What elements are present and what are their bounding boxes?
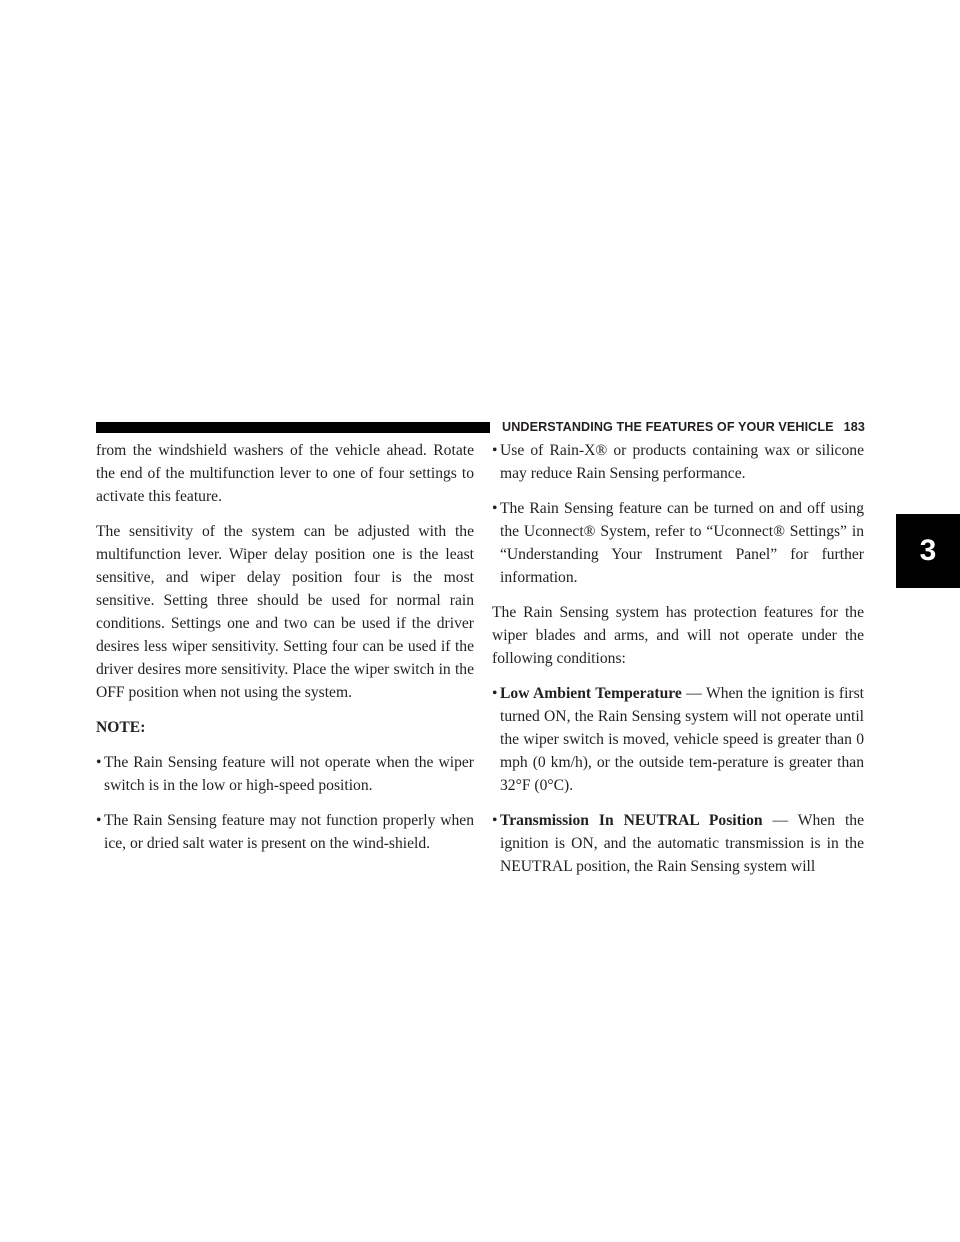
right-column (492, 439, 864, 890)
bullet-item (492, 809, 864, 878)
chapter-number: 3 (919, 534, 937, 567)
bullet-dot: • (492, 812, 498, 829)
bullet-item (492, 439, 864, 485)
bullet-dot: • (96, 754, 102, 771)
bullet-text: The Rain Sensing feature will not operate when the wiper switch is in the low or high-speed position. (104, 754, 474, 794)
condition-text: — When the ignition is first turned ON, the Rain Sensing system will not operate until the wiper switch is moved, vehicle speed is greater than 0 mph (0 km/h), or the outside tem-perature is greater than 32°F (0°C). (500, 685, 864, 794)
paragraph: from the windshield washers of the vehicle ahead. Rotate the end of the multifunction lever to one of four settings to activate this feature. (96, 442, 474, 505)
bullet-dot: • (492, 685, 498, 702)
condition-text: — When the ignition is ON, and the automatic transmission is in the NEUTRAL position, the Rain Sensing system will (500, 812, 864, 875)
condition-heading: Transmission In NEUTRAL Position (500, 812, 763, 829)
paragraph: The Rain Sensing system has protection features for the wiper blades and arms, and will not operate under the following conditions: (492, 604, 864, 667)
bullet-text: The Rain Sensing feature can be turned on and off using the Uconnect® System, refer to “Uconnect® Settings” in “Understanding Your Instrument Panel” for further information. (500, 500, 864, 586)
bullet-item (96, 751, 474, 797)
bullet-item (492, 682, 864, 797)
condition-heading: Low Ambient Temperature (500, 685, 682, 702)
bullet-text (500, 682, 864, 797)
section-title: UNDERSTANDING THE FEATURES OF YOUR VEHICLE (502, 420, 834, 434)
bullet-dot: • (492, 500, 498, 517)
bullet-text: Use of Rain-X® or products containing wax or silicone may reduce Rain Sensing performance. (500, 442, 864, 482)
bullet-item (96, 809, 474, 855)
chapter-tab (896, 514, 960, 588)
left-column (96, 439, 474, 867)
bullet-text: The Rain Sensing feature may not function properly when ice, or dried salt water is present on the wind-shield. (104, 812, 474, 852)
page-number: 183 (843, 420, 865, 434)
header-rule (96, 422, 490, 433)
bullet-dot: • (492, 442, 498, 459)
bullet-item (492, 497, 864, 589)
bullet-dot: • (96, 812, 102, 829)
bullet-text (500, 809, 864, 878)
running-header (502, 417, 864, 437)
note-label: NOTE: (96, 719, 146, 736)
paragraph: The sensitivity of the system can be adjusted with the multifunction lever. Wiper delay position one is the least sensitive, and wiper delay position four is the most sensitive. Setting three should be used for normal rain conditions. Settings one and two can be used if the driver desires less wiper sensitivity. Setting four can be used if the driver desires more sensitivity. Place the wiper switch in the OFF position when not using the system. (96, 523, 474, 701)
